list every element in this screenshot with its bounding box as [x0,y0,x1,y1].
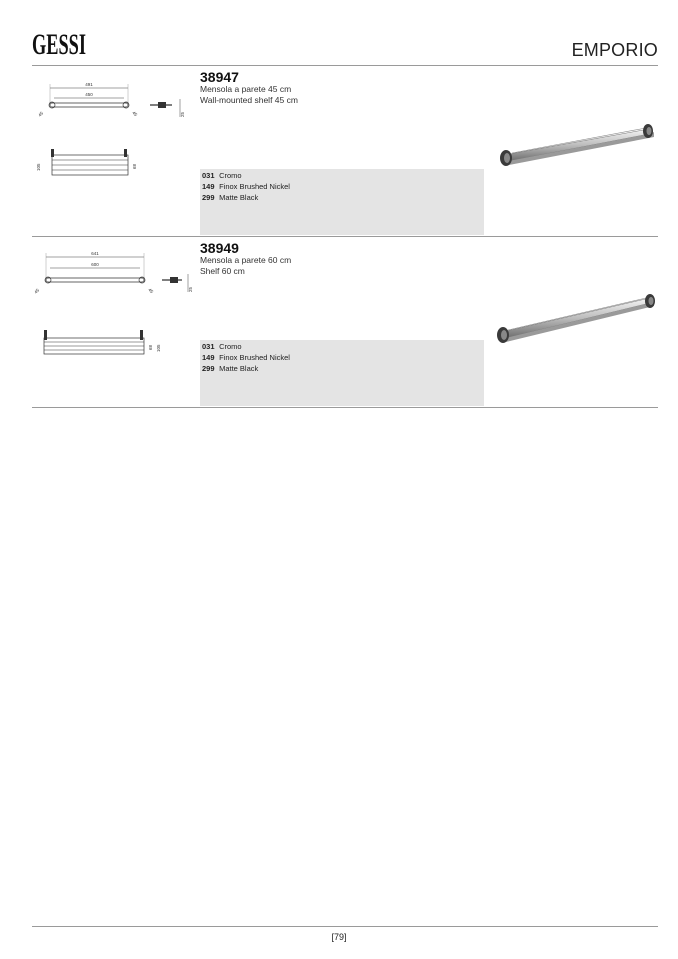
finish-row: 299 Matte Black [202,364,259,373]
dim-side: 68 [148,344,153,350]
finish-row: 031 Cromo [202,171,242,180]
product-photo [494,103,660,183]
dim-height: 105 [36,163,41,171]
dim-diam: 45 [131,110,139,118]
finishes-panel [200,169,484,235]
finish-row: 031 Cromo [202,342,242,351]
dim-diam: 45 [37,110,45,118]
description-en: Shelf 60 cm [200,266,245,276]
dim-overall: 641 [91,251,99,256]
dim-diam: 45 [147,287,155,295]
finish-row: 299 Matte Black [202,193,259,202]
page-number: [79] [331,932,347,942]
product-38947 [32,67,658,237]
dim-overall: 491 [85,82,93,87]
technical-drawing [32,67,198,237]
finishes-panel [200,340,484,406]
dim-diam: 45 [33,287,41,295]
section-divider [32,236,658,237]
finish-row: 149 Finox Brushed Nickel [202,182,290,191]
product-code: 38947 [200,69,239,85]
section-divider [32,407,658,408]
dim-height: 105 [156,344,161,352]
collection-name: EMPORIO [571,40,658,60]
header-divider [32,65,658,66]
dim-depth: 25 [180,111,185,117]
dim-side: 68 [132,163,137,169]
description-it: Mensola a parete 60 cm [200,255,292,265]
description-en: Wall-mounted shelf 45 cm [200,95,298,105]
dim-depth: 25 [188,286,193,292]
dim-inner: 600 [91,262,99,267]
technical-drawing [32,238,198,408]
svg-text:GESSI: GESSI [32,28,86,61]
product-photo [494,290,660,370]
description-it: Mensola a parete 45 cm [200,84,292,94]
dim-inner: 450 [85,92,93,97]
footer-divider [32,926,658,927]
gessi-logo [32,28,88,61]
product-38949 [32,238,658,408]
product-code: 38949 [200,240,239,256]
finish-row: 149 Finox Brushed Nickel [202,353,290,362]
